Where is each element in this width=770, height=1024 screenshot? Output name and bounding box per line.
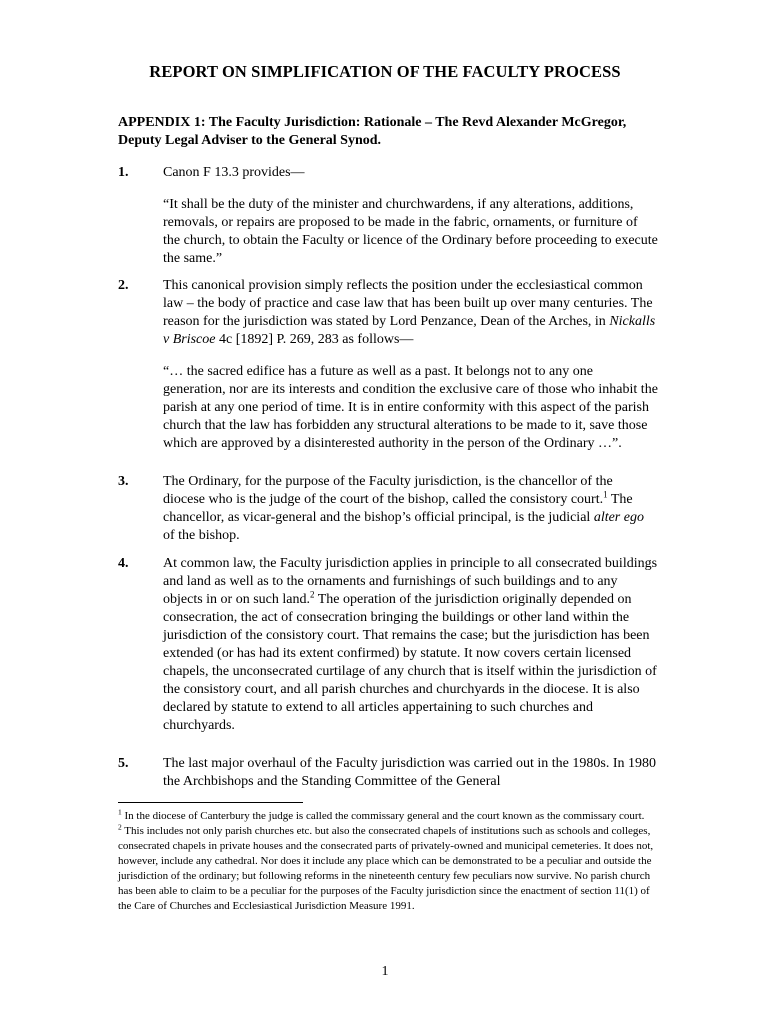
block-quote: “… the sacred edifice has a future as well as a past. It belongs not to any one generation, nor are its interests and condition the exclusive care of those who inhabit the parish at any one period of time. It is in entire conformity with this aspect of the parish church that the law has forbidden any structural alterations to be made to it, save those which are approved by a disinterested authority in the person of the Ordinary …”. — [163, 364, 658, 451]
footnote-reference[interactable]: 2 — [309, 589, 315, 600]
footnote-text: In the diocese of Canterbury the judge is called the commissary general and the court known as the commissary court. — [121, 810, 645, 822]
paragraph-text: Canon F 13.3 provides— — [163, 165, 305, 180]
text-segment: The operation of the jurisdiction originally depended on consecration, the act of consecration bringing the buildings or other land within the jurisdiction of the consistory court. That remains the case; but the jurisdiction has been extended (or has had its extent confirmed) by statute. It now covers certain licensed chapels, the unconsecrated curtilage of any church that is itself within the jurisdiction of the consistory court, and all parish churches and churchyards in the diocese. It is also declared by statute to extend to all articles appertaining to such churches and churchyards. — [163, 592, 657, 733]
paragraph-2 — [118, 277, 658, 453]
page-number: 1 — [381, 964, 389, 979]
text-segment: At common law, the Faculty jurisdiction applies in principle to all consecrated buildings and land as well as to the ornaments and furnishings of such buildings and to any objects in or on such land. — [163, 556, 658, 607]
footnote-marker: 1 — [118, 807, 122, 817]
footnote-2 — [118, 824, 658, 914]
paragraph-number: 5. — [118, 756, 129, 771]
footnote-divider — [118, 802, 303, 803]
footnotes — [118, 809, 658, 914]
paragraph-number: 1. — [118, 165, 129, 180]
paragraph-5 — [118, 755, 658, 791]
footnote-1 — [118, 809, 658, 824]
paragraph-4 — [118, 555, 658, 735]
block-quote: “It shall be the duty of the minister and churchwardens, if any alterations, additions, removals, or repairs are proposed to be made in the fabric, ornaments, or furniture of the church, to obtain the Faculty or licence of the Ordinary before proceeding to execute the same.” — [163, 197, 658, 266]
paragraph-1 — [118, 164, 658, 268]
paragraph-text — [163, 473, 658, 545]
report-title: REPORT ON SIMPLIFICATION OF THE FACULTY PROCESS — [149, 62, 621, 81]
paragraph-3 — [118, 473, 658, 545]
footnote-reference[interactable]: 1 — [603, 489, 608, 500]
text-segment: 4c [1892] P. 269, 283 as follows— — [215, 332, 414, 347]
text-segment: The chancellor, as vicar-general and the bishop’s official principal, is the judicial — [163, 492, 633, 525]
paragraph-number: 4. — [118, 556, 129, 571]
paragraph-text — [163, 555, 658, 735]
paragraph-number: 2. — [118, 278, 129, 293]
case-citation: Nickalls v Briscoe — [163, 314, 656, 347]
text-segment: This canonical provision simply reflects the position under the ecclesiastical common law – the body of practice and case law that has been built up over many centuries. The reason for the jurisdiction was stated by Lord Penzance, Dean of the Arches, in — [163, 278, 653, 329]
emphasis-text: alter ego — [593, 510, 644, 525]
paragraph-text: The last major overhaul of the Faculty jurisdiction was carried out in the 1980s. In 1980 the Archbishops and the Standing Committee of the General — [163, 756, 656, 789]
paragraph-number: 3. — [118, 474, 129, 489]
paragraph-text — [163, 277, 658, 349]
footnote-marker: 2 — [118, 822, 122, 832]
appendix-heading: APPENDIX 1: The Faculty Jurisdiction: Rationale – The Revd Alexander McGregor, Deputy Legal Adviser to the General Synod. — [118, 115, 627, 148]
footnote-text: This includes not only parish churches etc. but also the consecrated chapels of institutions such as schools and colleges, consecrated chapels in private houses and the consecrated parts of privately-owned and municipal cemeteries. It does not, however, include any cathedral. Nor does it include any place which can be demonstrated to be a peculiar and outside the jurisdiction of the ordinary; but following reforms in the nineteenth century few peculiars now survive. No parish church has been able to claim to be a peculiar for the purposes of the Faculty jurisdiction since the enactment of section 11(1) of the Care of Churches and Ecclesiastical Jurisdiction Measure 1991. — [118, 825, 654, 912]
text-segment: The Ordinary, for the purpose of the Faculty jurisdiction, is the chancellor of the diocese who is the judge of the court of the bishop, called the consistory court. — [163, 474, 613, 507]
text-segment: of the bishop. — [163, 528, 240, 543]
